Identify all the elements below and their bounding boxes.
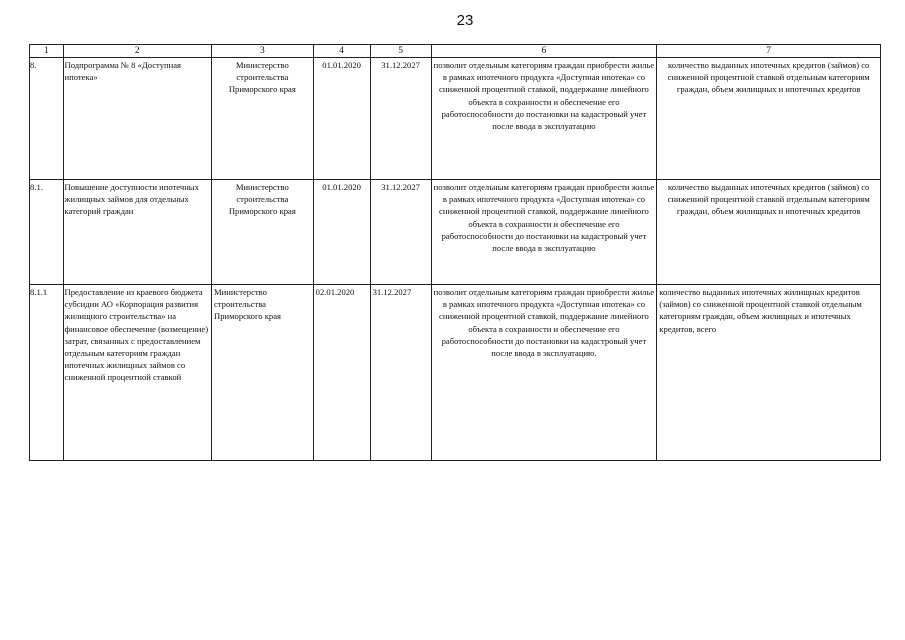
column-header: 4	[313, 45, 370, 58]
column-header: 7	[657, 45, 881, 58]
column-header: 6	[431, 45, 657, 58]
row-executor: Министерство строительства Приморского края	[211, 285, 313, 461]
row-result: позволит отдельным категориям граждан приобрести жилье в рамках ипотечного продукта «Доступная ипотека» со сниженной процентной ставкой, поддержание линейного объекта в сохранности и обеспечение его работоспособности до постановки на кадастровый учет после ввода в эксплуатацию	[431, 180, 657, 285]
row-result: позволит отдельным категориям граждан приобрести жилье в рамках ипотечного продукта «Доступная ипотека» со сниженной процентной ставкой, поддержание линейного объекта в сохранности и обеспечение его работоспособности до постановки на кадастровый учет после ввода в эксплуатацию	[431, 58, 657, 180]
row-start-date: 01.01.2020	[313, 180, 370, 285]
header-row	[30, 45, 881, 58]
column-header: 2	[63, 45, 211, 58]
row-indicator: количество выданных ипотечных жилищных кредитов (займов) со сниженной процентной ставкой отдельным категориям граждан, объем жилищных и ипотечных кредитов, всего	[657, 285, 881, 461]
row-number: 8.	[30, 58, 64, 180]
row-indicator: количество выданных ипотечных кредитов (займов) со сниженной процентной ставкой отдельным категориям граждан, объем жилищных и ипотечных кредитов	[657, 180, 881, 285]
row-number: 8.1.1	[30, 285, 64, 461]
row-end-date: 31.12.2027	[370, 285, 431, 461]
row-end-date: 31.12.2027	[370, 58, 431, 180]
row-number: 8.1.	[30, 180, 64, 285]
table-row	[30, 58, 881, 180]
column-header: 1	[30, 45, 64, 58]
row-end-date: 31.12.2027	[370, 180, 431, 285]
page-number: 23	[456, 12, 474, 29]
row-name: Подпрограмма № 8 «Доступная ипотека»	[63, 58, 211, 180]
column-header: 5	[370, 45, 431, 58]
row-result: позволит отдельным категориям граждан приобрести жилье в рамках ипотечного продукта «Доступная ипотека» со сниженной процентной ставкой, поддержание линейного объекта в сохранности и обеспечение его работоспособности до постановки на кадастровый учет после ввода в эксплуатацию.	[431, 285, 657, 461]
row-name: Предоставление из краевого бюджета субсидии АО «Корпорация развития жилищного строительства» на финансовое обеспечение (возмещение) затрат, связанных с предоставлением отдельным категориям граждан ипотечных жилищных займов со сниженной процентной ставкой	[63, 285, 211, 461]
row-name: Повышение доступности ипотечных жилищных займов для отдельных категорий граждан	[63, 180, 211, 285]
column-header: 3	[211, 45, 313, 58]
row-start-date: 01.01.2020	[313, 58, 370, 180]
table-row	[30, 285, 881, 461]
row-executor: Министерство строительства Приморского края	[211, 58, 313, 180]
table-row	[30, 180, 881, 285]
row-indicator: количество выданных ипотечных кредитов (займов) со сниженной процентной ставкой отдельным категориям граждан, объем жилищных и ипотечных кредитов	[657, 58, 881, 180]
row-start-date: 02.01.2020	[313, 285, 370, 461]
row-executor: Министерство строительства Приморского края	[211, 180, 313, 285]
program-table	[29, 44, 881, 461]
